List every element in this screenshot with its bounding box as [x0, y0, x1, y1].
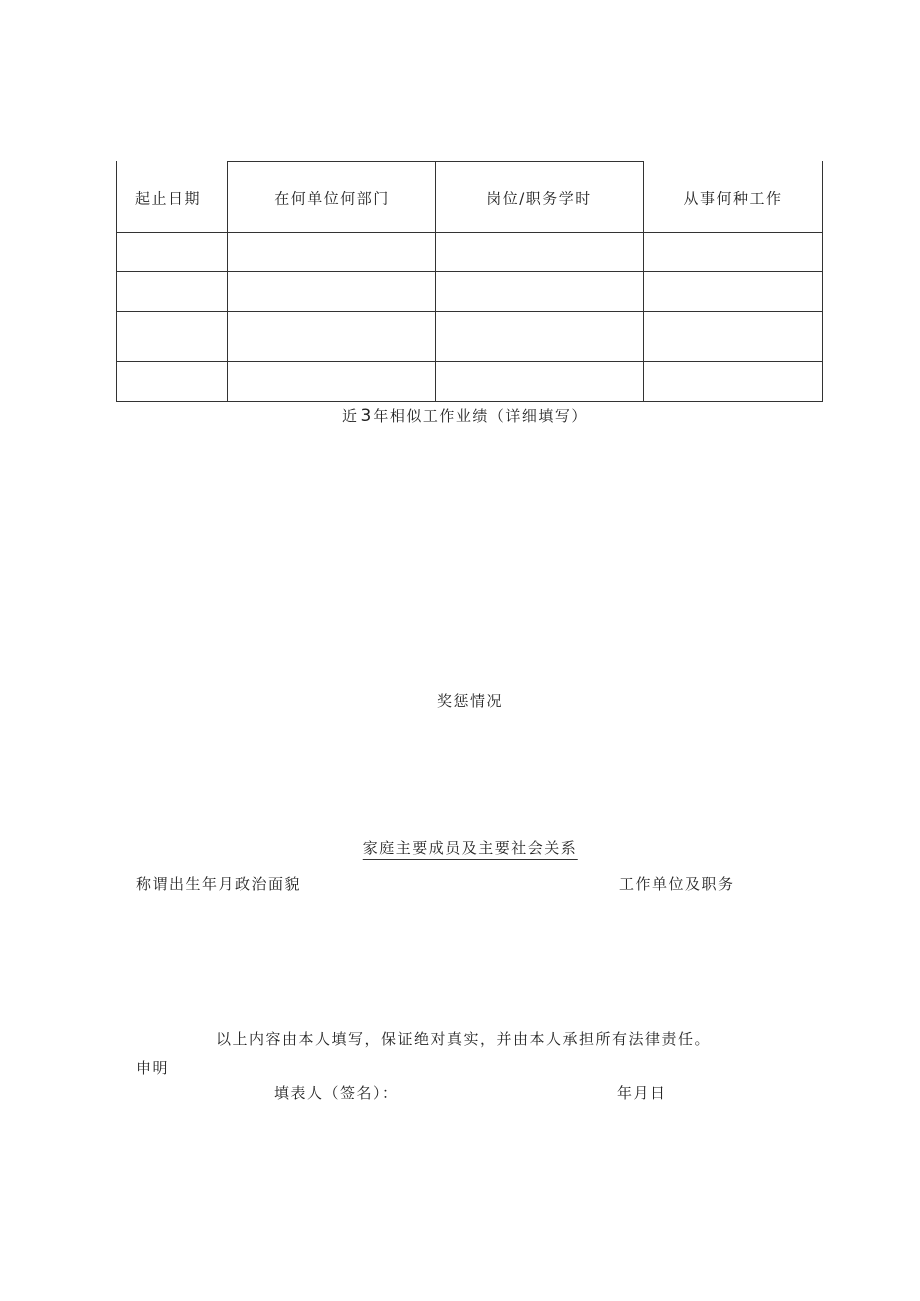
table-row-divider — [116, 361, 823, 362]
work-history-table — [116, 161, 823, 402]
table-bottom-border — [116, 401, 823, 402]
family-column-left-label: 称谓出生年月政治面貌 — [136, 875, 302, 893]
table-row-divider — [116, 271, 823, 272]
header-work-type: 从事何种工作 — [683, 189, 783, 208]
performance-title-prefix: 近 — [342, 407, 359, 425]
performance-section-title — [342, 405, 588, 426]
table-right-border — [822, 161, 823, 402]
declaration-statement: 以上内容由本人填写，保证绝对真实，并由本人承担所有法律责任。 — [216, 1030, 712, 1048]
table-col-divider — [435, 161, 436, 402]
table-col-divider — [643, 161, 644, 402]
performance-title-number: 3 — [360, 406, 372, 426]
performance-title-suffix: 年相似工作业绩（详细填写） — [373, 407, 588, 425]
table-col-divider — [227, 161, 228, 402]
table-row-divider — [116, 311, 823, 312]
table-left-border — [116, 161, 117, 402]
awards-section-title: 奖惩情况 — [436, 692, 504, 710]
signer-label: 填表人（签名）： — [274, 1084, 399, 1102]
declaration-label: 申明 — [136, 1059, 170, 1077]
header-employer-department: 在何单位何部门 — [274, 189, 390, 208]
date-label: 年月日 — [617, 1084, 667, 1102]
table-row-divider — [116, 232, 823, 233]
family-section-title: 家庭主要成员及主要社会关系 — [363, 837, 578, 860]
family-column-right-label: 工作单位及职务 — [619, 875, 735, 893]
header-position: 岗位/职务学时 — [486, 189, 592, 208]
header-date-range: 起止日期 — [134, 189, 202, 208]
